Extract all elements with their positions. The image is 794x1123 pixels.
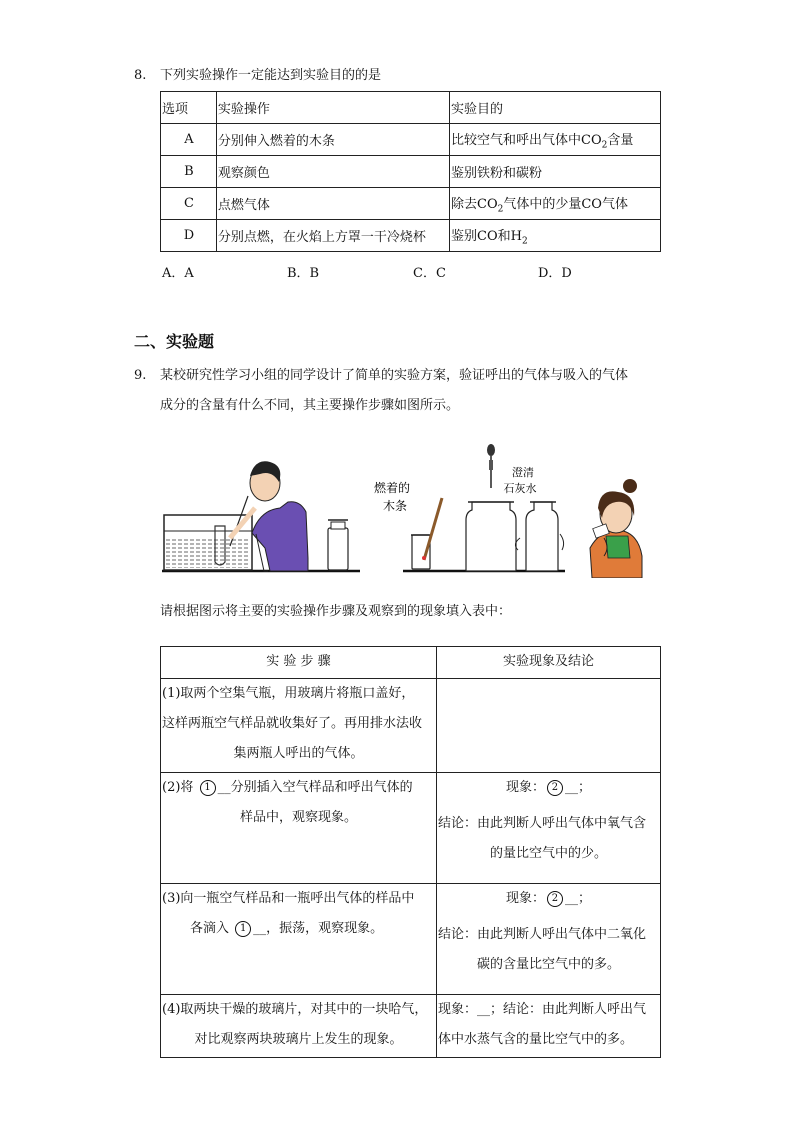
step-line: (2)将 1 __分别插入空气样品和呼出气体的 [162, 780, 413, 795]
blank-2-marker: 2 [547, 891, 563, 907]
question-8-table [160, 91, 661, 252]
step-line: (4)取两块干燥的玻璃片，对其中的一块哈气， [162, 1002, 428, 1017]
question-9-number: 9. [134, 368, 147, 383]
question-9-stem-line1: 某校研究性学习小组的同学设计了简单的实验方案，验证呼出的气体与吸入的气体 [160, 368, 629, 383]
row-option: A [161, 124, 217, 156]
table-row [161, 156, 661, 188]
section-title: 二、实验题 [134, 332, 215, 351]
table-header-row [161, 647, 661, 679]
header-result: 实验现象及结论 [436, 647, 660, 679]
burning-stick-icon [411, 498, 442, 569]
header-purpose: 实验目的 [450, 92, 661, 124]
dropper-icon [487, 444, 495, 488]
lime-label-line1: 澄清 [512, 466, 534, 479]
shake-arrow-right [560, 534, 564, 550]
conclusion-line: 体中水蒸气含的量比空气中的多。 [437, 1032, 633, 1047]
stick-label-line2: 木条 [382, 499, 408, 513]
step-cell [161, 995, 437, 1058]
question-8-number: 8. [134, 68, 147, 83]
question-8-stem: 下列实验操作一定能达到实验目的的是 [160, 68, 382, 83]
step-line: 各滴入 1 __，振荡，观察现象。 [190, 921, 384, 936]
table-header-row [161, 92, 661, 124]
result-cell[interactable] [436, 884, 660, 995]
row-operation: 分别伸入燃着的木条 [216, 124, 449, 156]
header-operation: 实验操作 [216, 92, 449, 124]
row-operation: 分别点燃，在火焰上方罩一干冷烧杯 [216, 220, 449, 252]
step-cell [161, 773, 437, 884]
step-cell [161, 679, 437, 773]
lime-label-line2: 石灰水 [503, 482, 537, 495]
question-9-instruction: 请根据图示将主要的实验操作步骤及观察到的现象填入表中： [160, 604, 512, 619]
step-line: 样品中，观察现象。 [239, 810, 357, 825]
step-line: (3)向一瓶空气样品和一瓶呼出气体的样品中 [162, 891, 415, 906]
table-row [161, 884, 661, 995]
table-row [161, 124, 661, 156]
result-cell[interactable] [436, 995, 660, 1058]
table-row [161, 995, 661, 1058]
bottle-right-icon [526, 502, 558, 571]
step-line: 对比观察两块玻璃片上发生的现象。 [194, 1032, 403, 1047]
result-cell[interactable] [436, 773, 660, 884]
row-purpose: 鉴别铁粉和碳粉 [450, 156, 661, 188]
water [166, 538, 250, 568]
row-option: C [161, 188, 217, 220]
choice-d[interactable]: D．D [538, 266, 572, 281]
result-cell-empty[interactable] [436, 679, 660, 773]
row-option: D [161, 220, 217, 252]
experiment-figure [160, 438, 660, 578]
step-cell [161, 884, 437, 995]
row-purpose: 鉴别CO和$H_2$ [450, 220, 661, 252]
table-row [161, 220, 661, 252]
conclusion-line: 碳的含量比空气中的多。 [476, 957, 620, 972]
phenomenon-line: 现象：__；结论：由此判断人呼出气 [437, 1002, 646, 1017]
stick-label-line1: 燃着的 [373, 481, 411, 495]
table-row [161, 188, 661, 220]
row-option: B [161, 156, 217, 188]
table-row [161, 773, 661, 884]
phenomenon-line: 现象： 2 __； [505, 891, 591, 906]
step-line: 这样两瓶空气样品就收集好了。再用排水法收 [162, 716, 423, 731]
conclusion-line: 的量比空气中的少。 [489, 846, 607, 861]
blank-1-marker: 1 [235, 921, 251, 937]
table-row [161, 679, 661, 773]
question-9-table [160, 646, 661, 1058]
step-line: (1)取两个空集气瓶，用玻璃片将瓶口盖好， [162, 686, 415, 701]
row-operation: 观察颜色 [216, 156, 449, 188]
step-line: 集两瓶人呼出的气体。 [233, 746, 364, 761]
choice-c[interactable]: C．C [413, 266, 446, 281]
blank-1-marker: 1 [200, 780, 216, 796]
choice-b[interactable]: B．B [287, 266, 320, 281]
row-purpose: 比较空气和呼出气体中$CO_2$含量 [450, 124, 661, 156]
girl-breathing-icon [590, 479, 642, 578]
header-option: 选项 [161, 92, 217, 124]
question-9-stem-line2: 成分的含量有什么不同，其主要操作步骤如图所示。 [160, 398, 460, 413]
question-8-choices [0, 262, 794, 282]
row-purpose: 除去$CO_2$气体中的少量CO气体 [450, 188, 661, 220]
conclusion-line: 结论：由此判断人呼出气体中氧气含 [437, 816, 646, 831]
choice-a[interactable]: A．A [162, 266, 194, 281]
gas-bottle-icon [328, 520, 348, 570]
blank-2-marker: 2 [547, 780, 563, 796]
phenomenon-line: 现象： 2 __； [505, 780, 591, 795]
row-operation: 点燃气体 [216, 188, 449, 220]
conclusion-line: 结论：由此判断人呼出气体中二氧化 [437, 927, 646, 942]
header-steps: 实 验 步 骤 [161, 647, 437, 679]
bottle-left-icon [466, 502, 516, 571]
